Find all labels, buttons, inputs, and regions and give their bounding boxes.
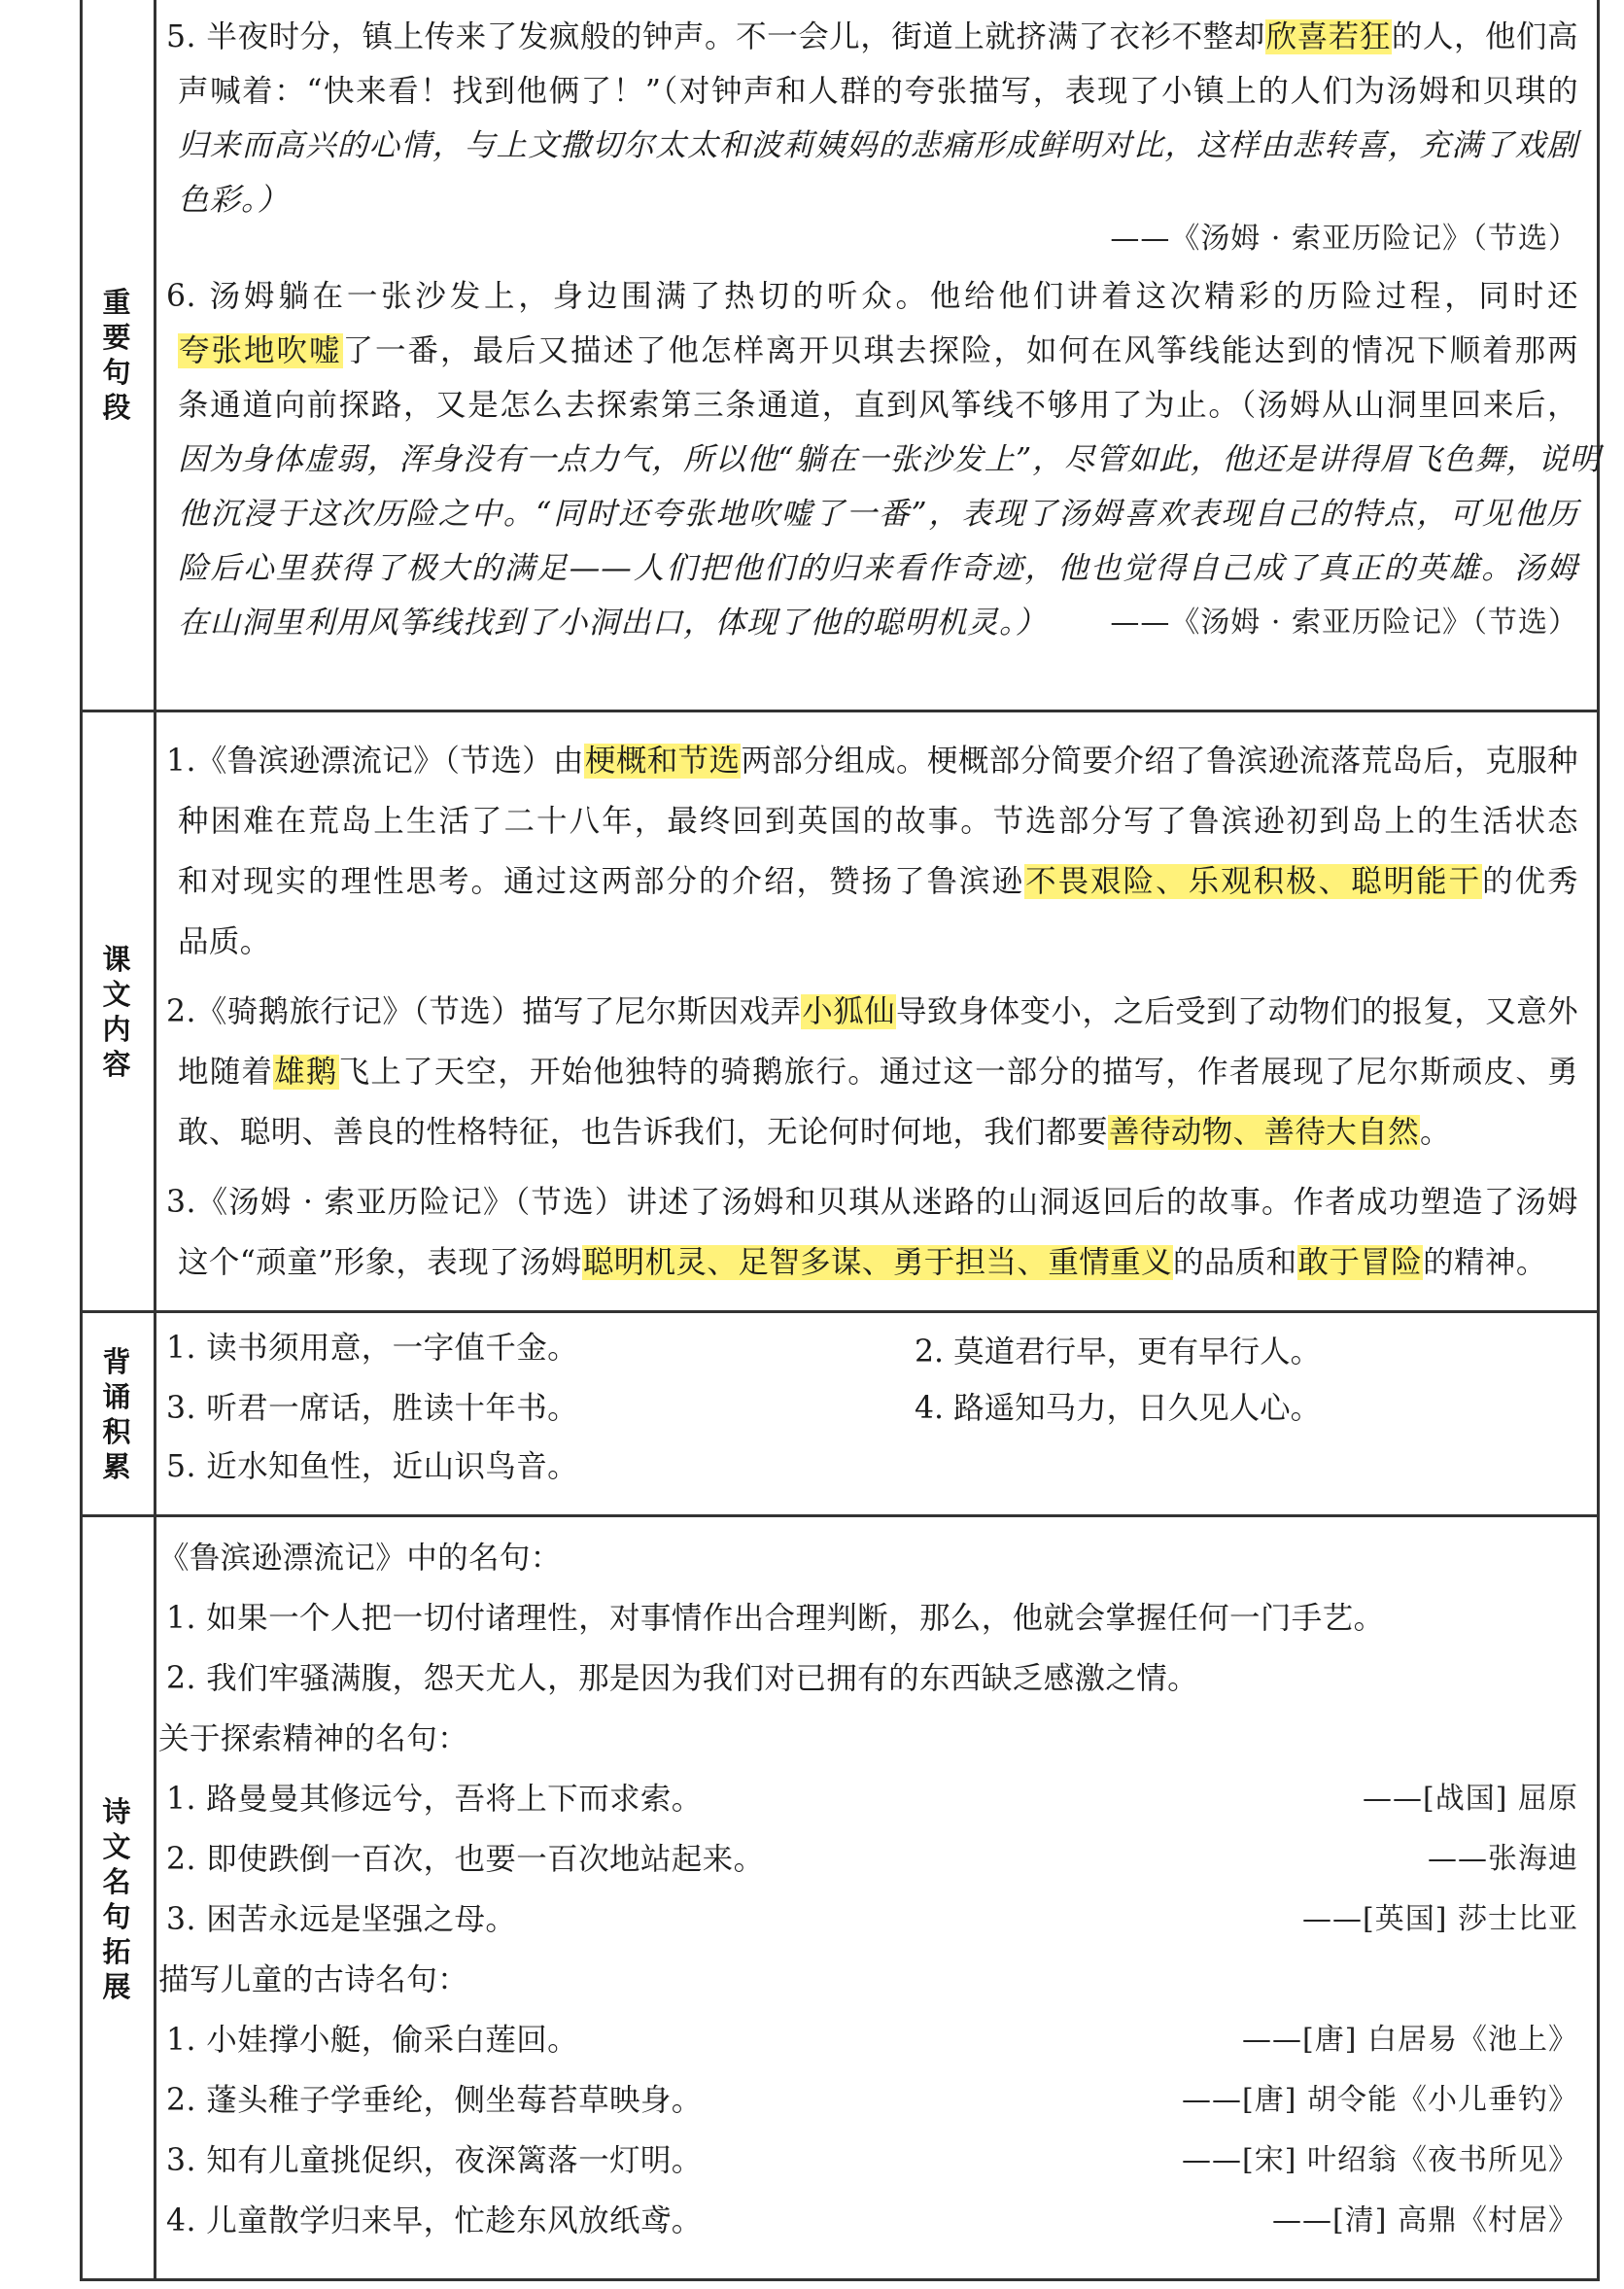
highlight: 敢于冒险 bbox=[1297, 1245, 1423, 1280]
text-run: 条通道向前探路，又是怎么去探索第三条通道，直到风筝线不够用了为止。（汤姆从山洞里回来后， bbox=[178, 388, 1578, 423]
passage-note bbox=[178, 440, 1602, 479]
quote-source: ——[唐] 胡令能《小儿垂钓》 bbox=[1182, 2083, 1578, 2117]
content-line bbox=[178, 802, 1578, 841]
text-run: 导致身体变小，之后受到了动物们的报复，又意外 bbox=[896, 994, 1578, 1029]
section-label bbox=[80, 0, 156, 710]
text-run: 种困难在荒岛上生活了二十八年，最终回到英国的故事。节选部分写了鲁滨逊初到岛上的生活状态 bbox=[178, 804, 1578, 839]
text-run: 品质。 bbox=[178, 924, 271, 959]
source-attribution: ——《汤姆 · 索亚历险记》（节选） bbox=[1110, 222, 1578, 256]
text-run: 这个“顽童”形象，表现了汤姆 bbox=[178, 1245, 582, 1280]
recitation-item: 5. 近水知鱼性，近山识鸟音。 bbox=[166, 1449, 579, 1484]
text-run: 的精神。 bbox=[1423, 1245, 1547, 1280]
section-label bbox=[80, 1313, 156, 1514]
quote-source: ——[英国] 莎士比亚 bbox=[1302, 1902, 1578, 1936]
text-run: 敢、聪明、善良的性格特征，也告诉我们，无论何时何地，我们都要 bbox=[178, 1115, 1109, 1150]
text-run: 归来而高兴的心情，与上文撒切尔太太和波莉姨妈的悲痛形成鲜明对比，这样由悲转喜，充满了戏剧 bbox=[178, 128, 1578, 163]
section-content bbox=[156, 712, 1600, 1310]
content-line bbox=[178, 1113, 1578, 1152]
section-content bbox=[156, 1517, 1600, 2281]
content-line bbox=[178, 862, 1578, 901]
quote-line: 1. 路曼曼其修远兮，吾将上下而求索。 bbox=[166, 1782, 703, 1817]
section-label bbox=[80, 712, 156, 1310]
content-line bbox=[166, 742, 1578, 780]
text-run: 1.《鲁滨逊漂流记》（节选）由 bbox=[166, 744, 584, 779]
text-run: 色彩。） bbox=[178, 183, 290, 218]
passage-note bbox=[178, 549, 1578, 588]
text-run: 了一番，最后又描述了他怎样离开贝琪去探险，如何在风筝线能达到的情况下顺着那两 bbox=[342, 333, 1578, 368]
text-run: 5. 半夜时分，镇上传来了发疯般的钟声。不一会儿，街道上就挤满了衣衫不整却 bbox=[166, 19, 1265, 54]
quote-source: ——[清] 高鼎《村居》 bbox=[1272, 2203, 1578, 2237]
passage-line bbox=[166, 17, 1578, 56]
quote-line: 3. 困苦永远是坚强之母。 bbox=[166, 1902, 517, 1937]
recitation-item: 1. 读书须用意，一字值千金。 bbox=[166, 1331, 579, 1366]
recitation-item: 4. 路遥知马力，日久见人心。 bbox=[915, 1391, 1322, 1426]
section-label-text: 课文内容 bbox=[102, 942, 131, 1081]
highlight: 欣喜若狂 bbox=[1265, 19, 1391, 54]
passage-note bbox=[178, 181, 1578, 220]
highlight: 小狐仙 bbox=[802, 994, 896, 1029]
content-line bbox=[166, 992, 1578, 1031]
section-label-text: 背诵积累 bbox=[102, 1344, 131, 1483]
quote-heading: 《鲁滨逊漂流记》中的名句： bbox=[158, 1541, 562, 1576]
highlight: 善待动物、善待大自然 bbox=[1109, 1115, 1420, 1150]
passage-note bbox=[178, 604, 1055, 642]
text-run: 声喊着：“快来看！找到他俩了！”（对钟声和人群的夸张描写，表现了小镇上的人们为汤姆和贝琪的 bbox=[178, 74, 1578, 109]
section-key-passages bbox=[80, 0, 1600, 710]
text-run: 两部分组成。梗概部分简要介绍了鲁滨逊流落荒岛后，克服种 bbox=[741, 744, 1578, 779]
quote-heading: 关于探索精神的名句： bbox=[158, 1721, 469, 1756]
section-recitation bbox=[80, 1310, 1600, 1514]
text-run: 在山洞里利用风筝线找到了小洞出口，体现了他的聪明机灵。） bbox=[178, 606, 1048, 641]
content-line bbox=[178, 1243, 1578, 1282]
quote-line: 1. 小娃撑小艇，偷采白莲回。 bbox=[166, 2023, 579, 2058]
passage-note bbox=[178, 126, 1578, 165]
content-line bbox=[178, 1053, 1578, 1092]
quote-source: ——[唐] 白居易《池上》 bbox=[1242, 2023, 1578, 2057]
text-run: 。 bbox=[1420, 1115, 1451, 1150]
quote-line: 1. 如果一个人把一切付诸理性，对事情作出合理判断，那么，他就会掌握任何一门手艺。 bbox=[166, 1601, 1385, 1636]
quote-source: ——[宋] 叶绍翁《夜书所见》 bbox=[1182, 2143, 1578, 2177]
text-run: 险后心里获得了极大的满足——人们把他们的归来看作奇迹，他也觉得自己成了真正的英雄。汤姆 bbox=[178, 551, 1578, 586]
highlight: 不畏艰险、乐观积极、聪明能干 bbox=[1025, 864, 1482, 899]
passage-note bbox=[178, 495, 1578, 534]
highlight: 梗概和节选 bbox=[584, 744, 741, 779]
quote-source: ——张海迪 bbox=[1428, 1842, 1578, 1876]
section-quotes bbox=[80, 1514, 1600, 2281]
text-run: 因为身体虚弱，浑身没有一点力气，所以他“躺在一张沙发上”，尽管如此，他还是讲得眉飞色舞，说明 bbox=[178, 442, 1602, 477]
source-attribution: ——《汤姆 · 索亚历险记》（节选） bbox=[1110, 606, 1578, 640]
quote-line: 2. 我们牢骚满腹，怨天尤人，那是因为我们对已拥有的东西缺乏感激之情。 bbox=[166, 1661, 1199, 1696]
section-content bbox=[156, 0, 1600, 710]
passage-line bbox=[178, 72, 1578, 111]
highlight: 聪明机灵、足智多谋、勇于担当、重情重义 bbox=[582, 1245, 1172, 1280]
content-line bbox=[178, 922, 1578, 961]
text-run: 的优秀 bbox=[1482, 864, 1578, 899]
section-label-text: 诗文名句拓展 bbox=[102, 1795, 131, 2003]
text-run: 的人，他们高 bbox=[1391, 19, 1578, 54]
quote-line: 2. 蓬头稚子学垂纶，侧坐莓苔草映身。 bbox=[166, 2083, 703, 2118]
quote-line: 3. 知有儿童挑促织，夜深篱落一灯明。 bbox=[166, 2143, 703, 2178]
section-label-text: 重要句段 bbox=[102, 286, 131, 424]
text-run: 的品质和 bbox=[1172, 1245, 1297, 1280]
quote-line: 4. 儿童散学归来早，忙趁东风放纸鸢。 bbox=[166, 2203, 703, 2238]
section-content bbox=[156, 1313, 1600, 1514]
highlight: 雄鹅 bbox=[274, 1055, 338, 1090]
quote-line: 2. 即使跌倒一百次，也要一百次地站起来。 bbox=[166, 1842, 765, 1877]
text-run: 6. 汤姆躺在一张沙发上，身边围满了热切的听众。他给他们讲着这次精彩的历险过程，同时还 bbox=[166, 279, 1578, 314]
recitation-item: 3. 听君一席话，胜读十年书。 bbox=[166, 1391, 579, 1426]
text-run: 地随着 bbox=[178, 1055, 274, 1090]
text-run: 飞上了天空，开始他独特的骑鹅旅行。通过这一部分的描写，作者展现了尼尔斯顽皮、勇 bbox=[338, 1055, 1578, 1090]
passage-line bbox=[178, 386, 1578, 425]
passage-line bbox=[178, 331, 1578, 370]
text-run: 3.《汤姆 · 索亚历险记》（节选）讲述了汤姆和贝琪从迷路的山洞返回后的故事。作者成功塑造了汤姆 bbox=[166, 1185, 1578, 1220]
quote-heading: 描写儿童的古诗名句： bbox=[158, 1962, 469, 1997]
passage-line bbox=[166, 277, 1578, 316]
highlight: 夸张地吹嘘 bbox=[179, 333, 342, 368]
text-run: 2.《骑鹅旅行记》（节选）描写了尼尔斯因戏弄 bbox=[166, 994, 802, 1029]
content-line bbox=[166, 1183, 1578, 1222]
quote-source: ——[战国] 屈原 bbox=[1363, 1782, 1578, 1816]
recitation-item: 2. 莫道君行早，更有早行人。 bbox=[915, 1335, 1322, 1370]
section-label bbox=[80, 1517, 156, 2281]
text-run: 和对现实的理性思考。通过这两部分的介绍，赞扬了鲁滨逊 bbox=[178, 864, 1025, 899]
section-lesson-content bbox=[80, 710, 1600, 1310]
text-run: 他沉浸于这次历险之中。“同时还夸张地吹嘘了一番”，表现了汤姆喜欢表现自己的特点，可见他历 bbox=[178, 497, 1578, 532]
